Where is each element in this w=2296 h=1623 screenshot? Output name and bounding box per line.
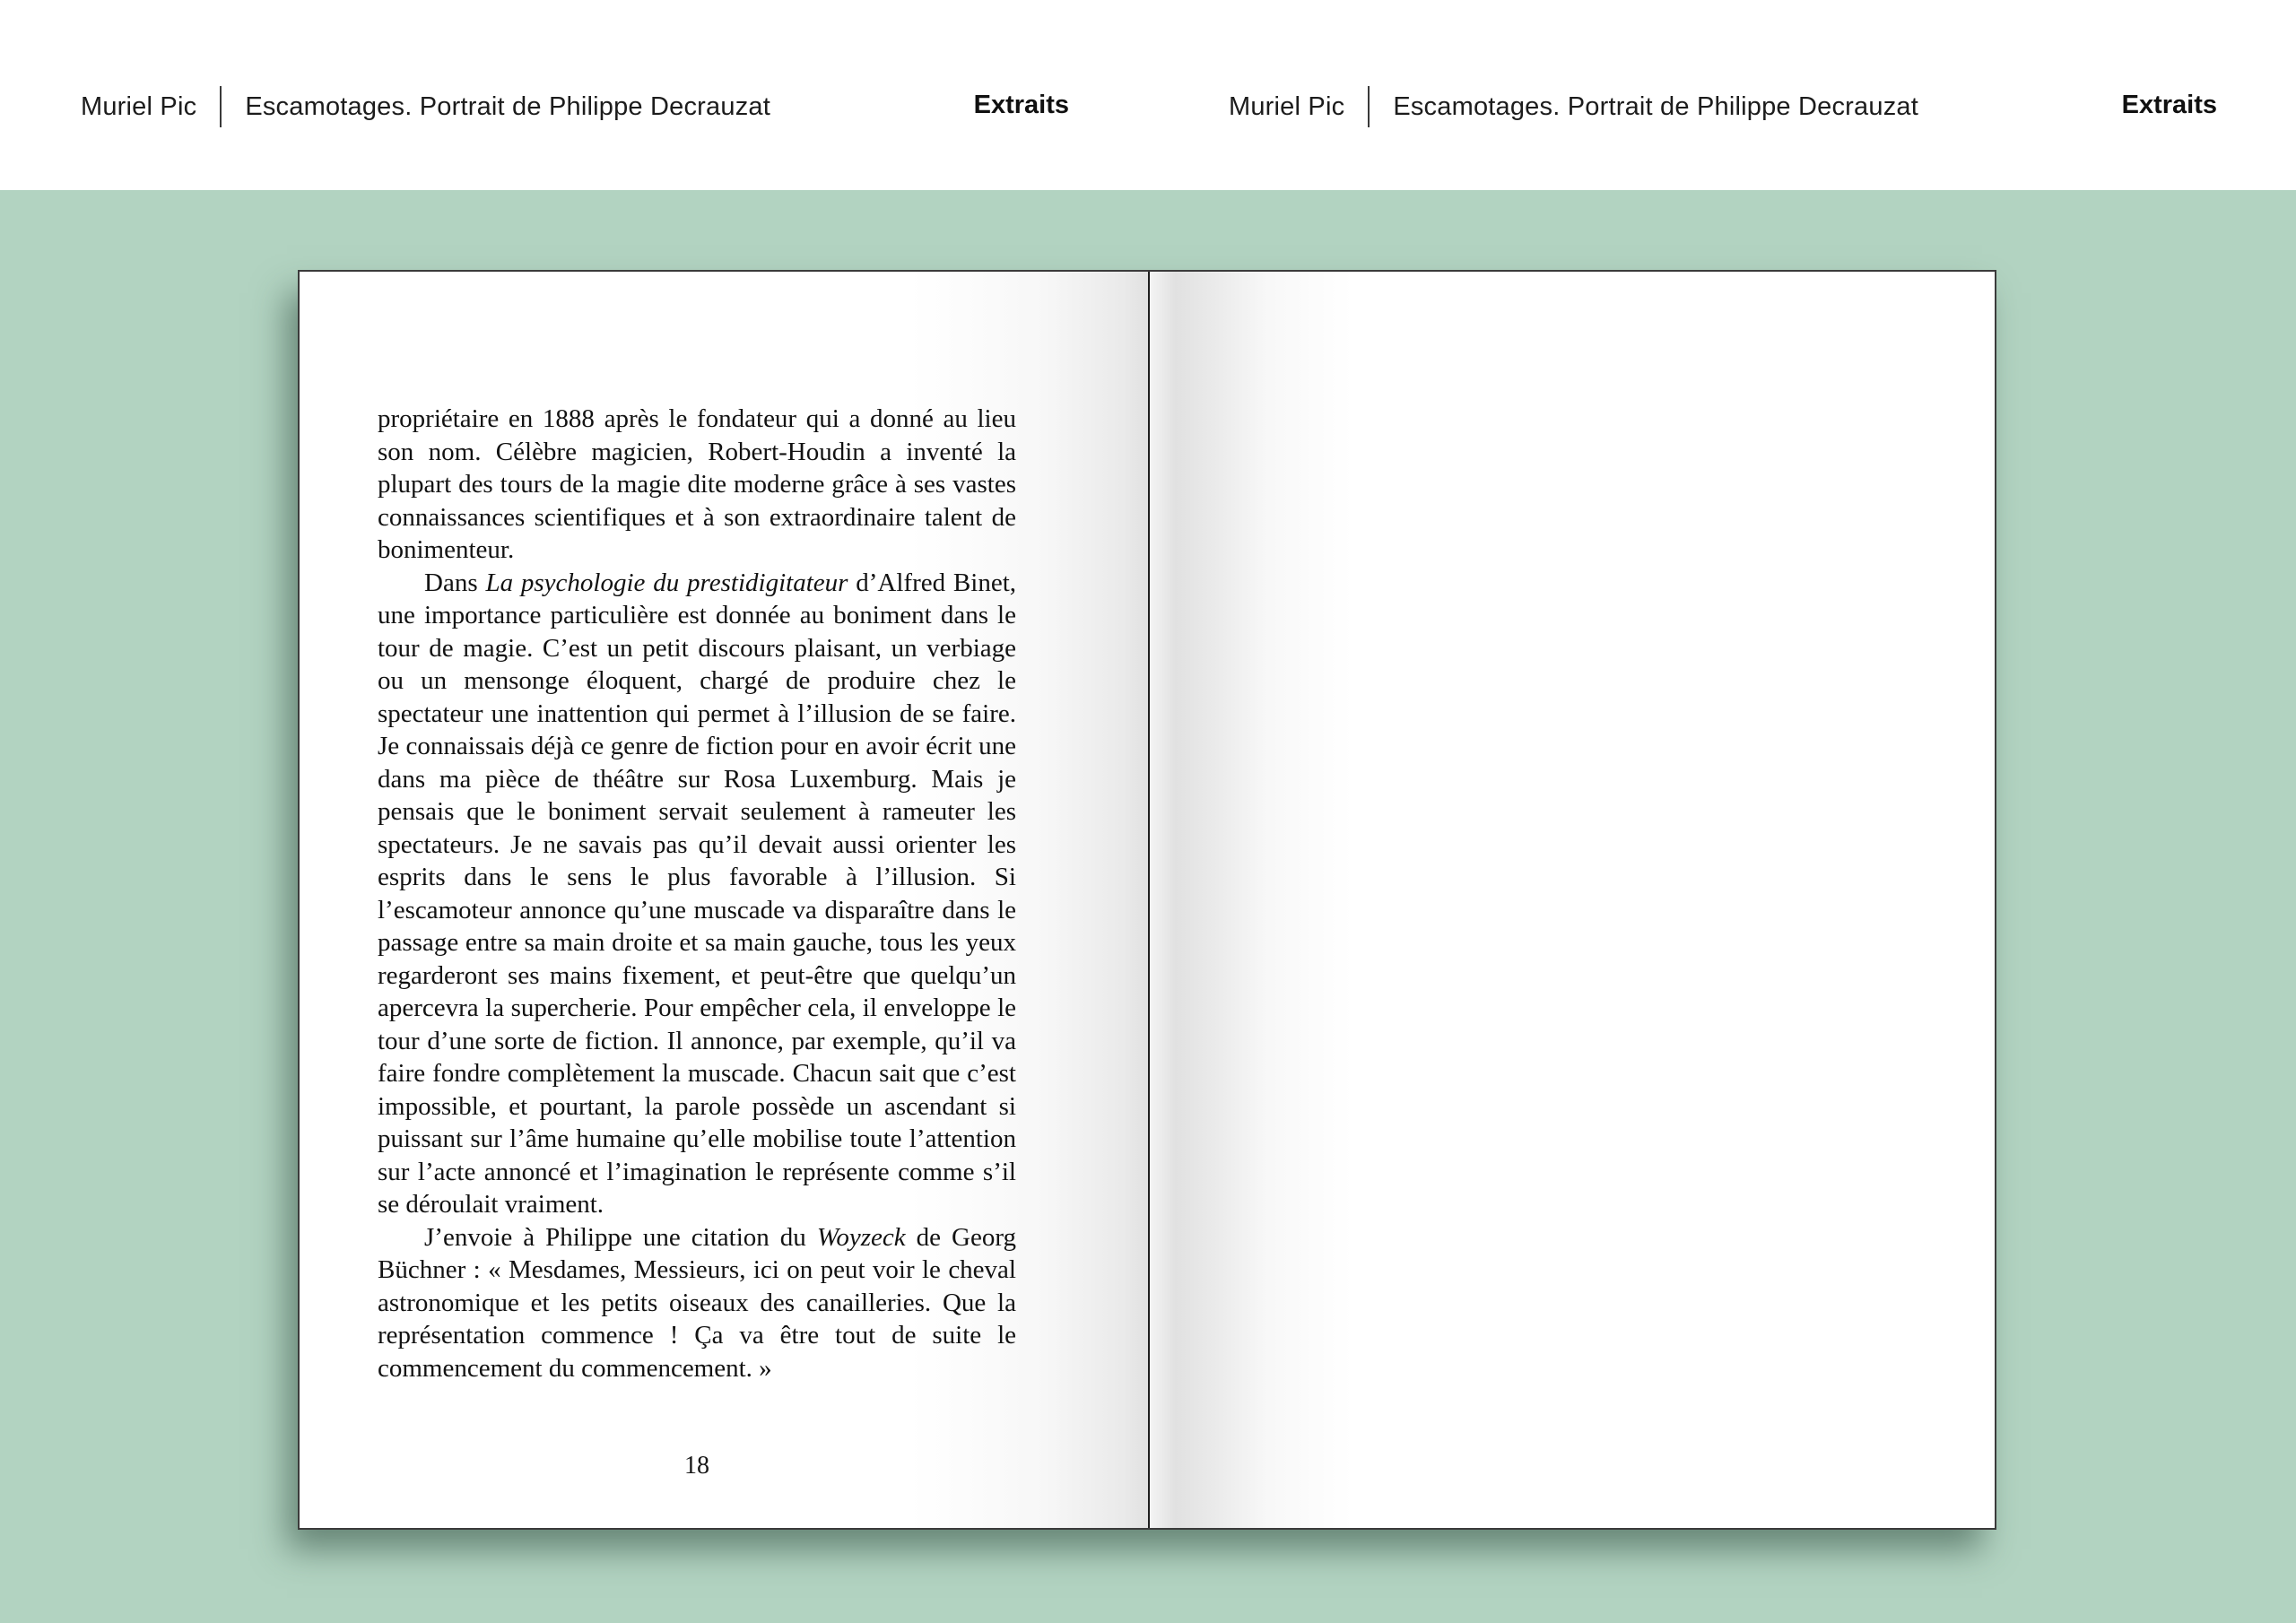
paragraph: propriétaire en 1888 après le fondateur qui a donné au lieu son nom. Célèbre magicien, Robert-Houdin a inventé la plupart des tours de la magie dite moderne grâce à ses vastes connaissances scientifiques et à son extraordinaire talent de bonimenteur. bbox=[378, 404, 1016, 564]
site-title-link[interactable]: Escamotages. Portrait de Philippe Decrauzat bbox=[245, 91, 770, 121]
book-spine bbox=[1148, 272, 1150, 1528]
site-header bbox=[0, 0, 2296, 190]
nav-extraits-link[interactable]: Extraits bbox=[2121, 91, 2217, 119]
book-page-right[interactable] bbox=[1150, 272, 1995, 1528]
page-text bbox=[378, 403, 1016, 1384]
paragraph: J’envoie à Philippe une citation du Woyzeck de Georg Büchner : « Mesdames, Messieurs, ici on peut voir le cheval astronomique et les petits oiseaux des canailleries. Que la représentation commence ! Ça va être tout de suite le commencement du commencement. » bbox=[378, 1222, 1016, 1383]
site-brand bbox=[1229, 86, 1918, 127]
site-title-link[interactable]: Escamotages. Portrait de Philippe Decrauzat bbox=[1393, 91, 1918, 121]
nav-extraits-link[interactable]: Extraits bbox=[973, 91, 1069, 119]
brand-divider bbox=[220, 86, 222, 127]
site-brand bbox=[81, 86, 770, 127]
brand-divider bbox=[1368, 86, 1370, 127]
site-author-link[interactable]: Muriel Pic bbox=[1229, 91, 1345, 121]
content-background bbox=[0, 190, 2296, 1623]
header-panel-left bbox=[0, 0, 1148, 190]
header-panel-right bbox=[1148, 0, 2296, 190]
site-author-link[interactable]: Muriel Pic bbox=[81, 91, 197, 121]
page-number: 18 bbox=[684, 1452, 709, 1480]
book-page-left[interactable] bbox=[300, 272, 1148, 1528]
paragraph: Dans La psychologie du prestidigitateur d’Alfred Binet, une importance particulière est donnée au boniment dans le tour de magie. C’est un petit discours plaisant, un verbiage ou un mensonge éloquent, chargé de produire chez le spectateur une inattention qui permet à l’illusion de se faire. Je connaissais déjà ce genre de fiction pour en avoir écrit une dans ma pièce de théâtre sur Rosa Luxemburg. Mais je pensais que le boniment servait seulement à rameuter les spectateurs. Je ne savais pas qu’il devait aussi orienter les esprits dans le sens le plus favorable à l’illusion. Si l’escamoteur annonce qu’une muscade va disparaître dans le passage entre sa main droite et sa main gauche, tous les yeux regarderont ses mains fixement, et peut-être que quelqu’un apercevra la supercherie. Pour empêcher cela, il enveloppe le tour d’une sorte de fiction. Il annonce, par exemple, qu’il va faire fondre complètement la muscade. Chacun sait que c’est impossible, et pourtant, la parole possède un ascendant si puissant sur l’âme humaine qu’elle mobilise toute l’attention sur l’acte annoncé et l’imagination le représente comme s’il se déroulait vraiment. bbox=[378, 568, 1017, 1219]
book-spread bbox=[298, 270, 1996, 1530]
